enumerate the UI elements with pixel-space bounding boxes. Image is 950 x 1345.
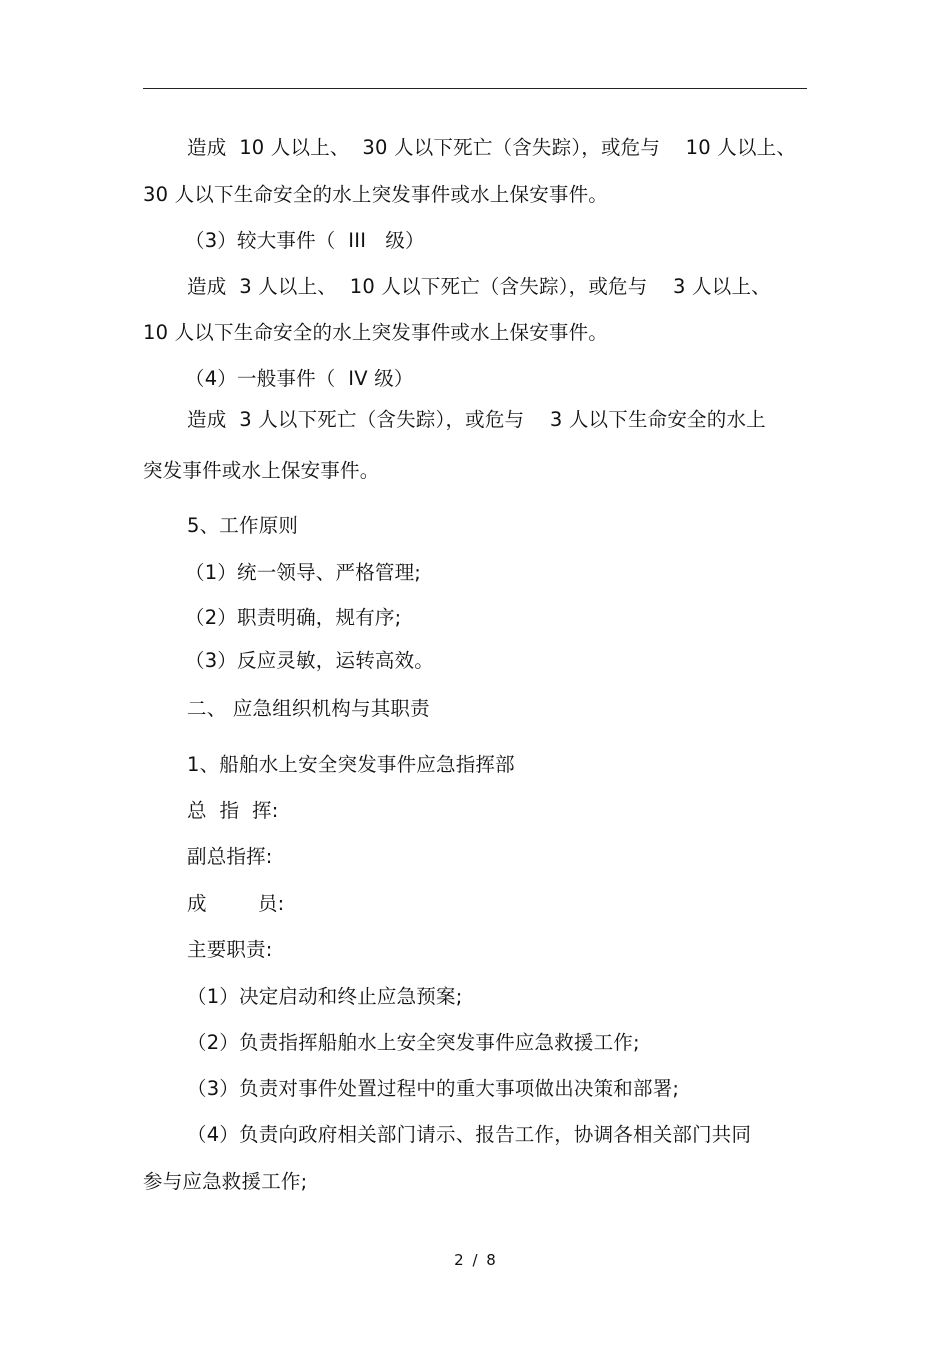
- paragraph-line: 参与应急救援工作;: [143, 1170, 308, 1193]
- paragraph-line: 10 人以下生命安全的水上突发事件或水上保安事件。: [143, 321, 609, 344]
- list-item: （4）负责向政府相关部门请示、报告工作，协调各相关部门共同: [187, 1123, 752, 1146]
- list-item: （1）决定启动和终止应急预案;: [187, 985, 463, 1008]
- paragraph-line: 造成 10 人以上、 30 人以下死亡（含失踪），或危与 10 人以上、: [187, 136, 797, 159]
- section-heading: 1、船舶水上安全突发事件应急指挥部: [187, 753, 515, 776]
- list-item: （2）职责明确，规有序;: [185, 606, 402, 629]
- list-item: （1）统一领导、严格管理;: [185, 561, 422, 584]
- field-label: 副总指挥:: [187, 845, 273, 868]
- section-heading: （3）较大事件（ III 级）: [185, 229, 425, 252]
- list-item: （3）负责对事件处置过程中的重大事项做出决策和部署;: [187, 1077, 680, 1100]
- paragraph-line: 造成 3 人以下死亡（含失踪），或危与 3 人以下生命安全的水上: [187, 408, 766, 431]
- paragraph-line: 突发事件或水上保安事件。: [143, 459, 380, 482]
- section-heading: 二、 应急组织机构与其职责: [187, 697, 430, 720]
- header-rule: [143, 88, 807, 89]
- field-label: 总 指 挥:: [187, 799, 279, 822]
- paragraph-line: 30 人以下生命安全的水上突发事件或水上保安事件。: [143, 183, 609, 206]
- paragraph-line: 造成 3 人以上、 10 人以下死亡（含失踪），或危与 3 人以上、: [187, 275, 771, 298]
- field-label: 主要职责:: [187, 938, 273, 961]
- field-label: 成 员:: [187, 892, 285, 915]
- page-number: 2 / 8: [454, 1251, 496, 1269]
- list-item: （3）反应灵敏，运转高效。: [185, 649, 435, 672]
- section-heading: （4）一般事件（ IV 级）: [185, 367, 414, 390]
- list-item: （2）负责指挥船舶水上安全突发事件应急救援工作;: [187, 1031, 640, 1054]
- section-heading: 5、工作原则: [187, 514, 299, 537]
